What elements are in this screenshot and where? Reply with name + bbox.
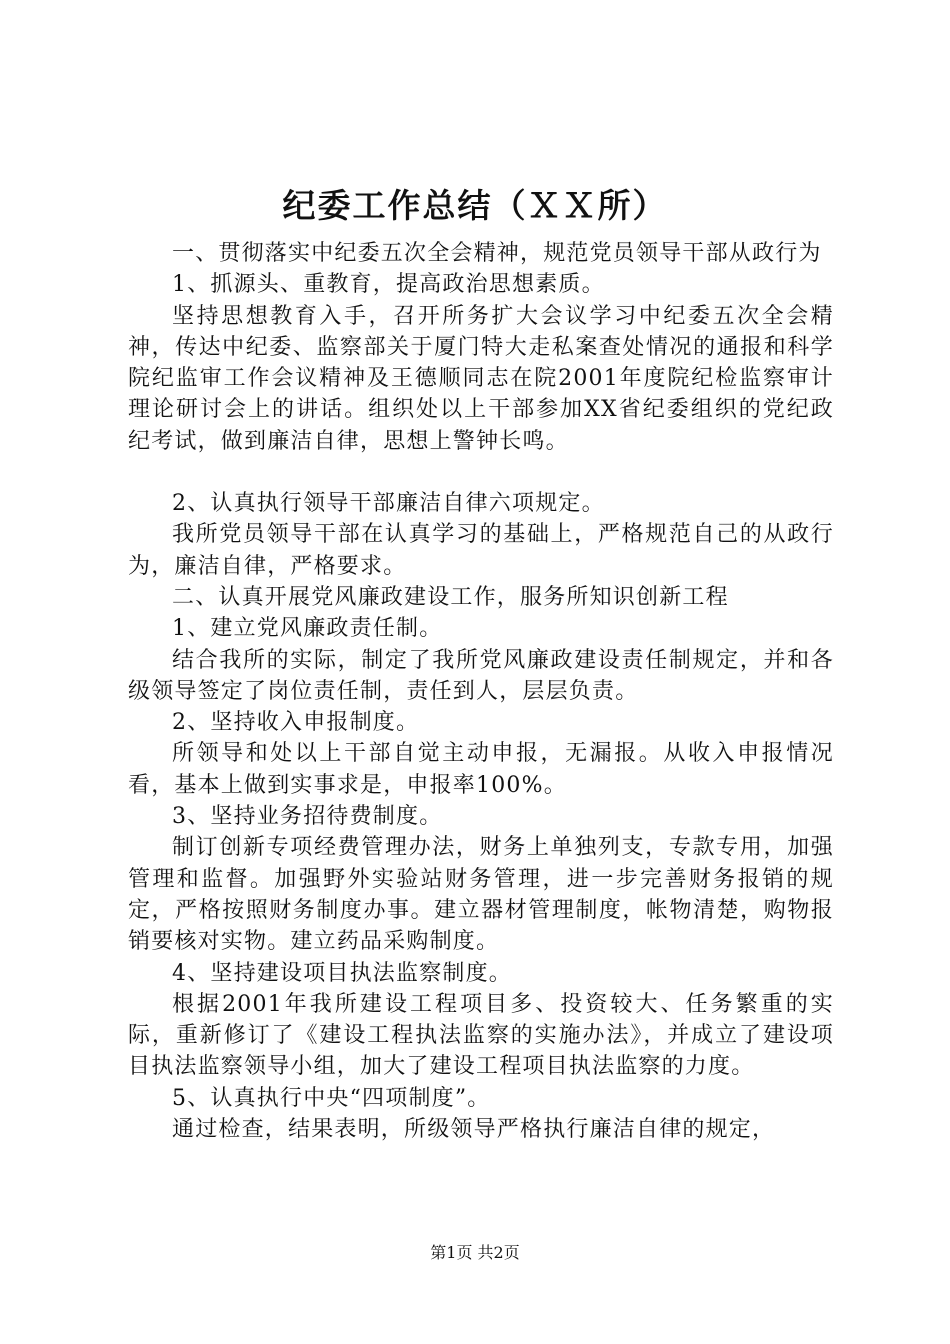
page-footer: 第1页 共2页: [430, 1243, 520, 1262]
paragraph: 3、坚持业务招待费制度。: [172, 804, 443, 830]
paragraph: 通过检查，结果表明，所级领导严格执行廉洁自律的规定，: [172, 1117, 776, 1143]
blank-line: [128, 457, 834, 488]
paragraph: 坚持思想教育入手，召开所务扩大会议学习中纪委五次全会精神，传达中纪委、监察部关于厦门特大走私案查处情况的通报和科学院纪监审工作会议精神及王德顺同志在院2001年度院纪检监察审计理论研讨会上的讲话。组织处以上干部参加XX省纪委组织的党纪政纪考试，做到廉洁自律，思想上警钟长鸣。: [128, 303, 834, 454]
paragraph: 所领导和处以上干部自觉主动申报，无漏报。从收入申报情况看，基本上做到实事求是，申报率100%。: [128, 741, 834, 798]
document-body: [128, 238, 834, 1145]
paragraph: 二、认真开展党风廉政建设工作，服务所知识创新工程: [172, 584, 729, 610]
paragraph: 2、坚持收入申报制度。: [172, 710, 420, 736]
paragraph: 一、贯彻落实中纪委五次全会精神，规范党员领导干部从政行为: [172, 241, 822, 266]
document-title: 纪委工作总结（ＸＸ所）: [282, 186, 668, 225]
paragraph: 制订创新专项经费管理办法，财务上单独列支，专款专用，加强管理和监督。加强野外实验站财务管理，进一步完善财务报销的规定，严格按照财务制度办事。建立器材管理制度，帐物清楚，购物报销要核对实物。建立药品采购制度。: [128, 835, 834, 955]
paragraph: 5、认真执行中央“四项制度”。: [172, 1085, 491, 1111]
paragraph: 结合我所的实际，制定了我所党风廉政建设责任制规定，并和各级领导签定了岗位责任制，责任到人，层层负责。: [128, 647, 834, 704]
paragraph: 1、抓源头、重教育，提高政治思想素质。: [172, 272, 605, 298]
paragraph: 2、认真执行领导干部廉洁自律六项规定。: [172, 491, 605, 517]
paragraph: 4、坚持建设项目执法监察制度。: [172, 960, 512, 986]
paragraph: 1、建立党风廉政责任制。: [172, 616, 443, 642]
paragraph: 我所党员领导干部在认真学习的基础上，严格规范自己的从政行为，廉洁自律，严格要求。: [128, 522, 834, 579]
paragraph: 根据2001年我所建设工程项目多、投资较大、任务繁重的实际，重新修订了《建设工程执法监察的实施办法》，并成立了建设项目执法监察领导小组，加大了建设工程项目执法监察的力度。: [128, 991, 834, 1080]
